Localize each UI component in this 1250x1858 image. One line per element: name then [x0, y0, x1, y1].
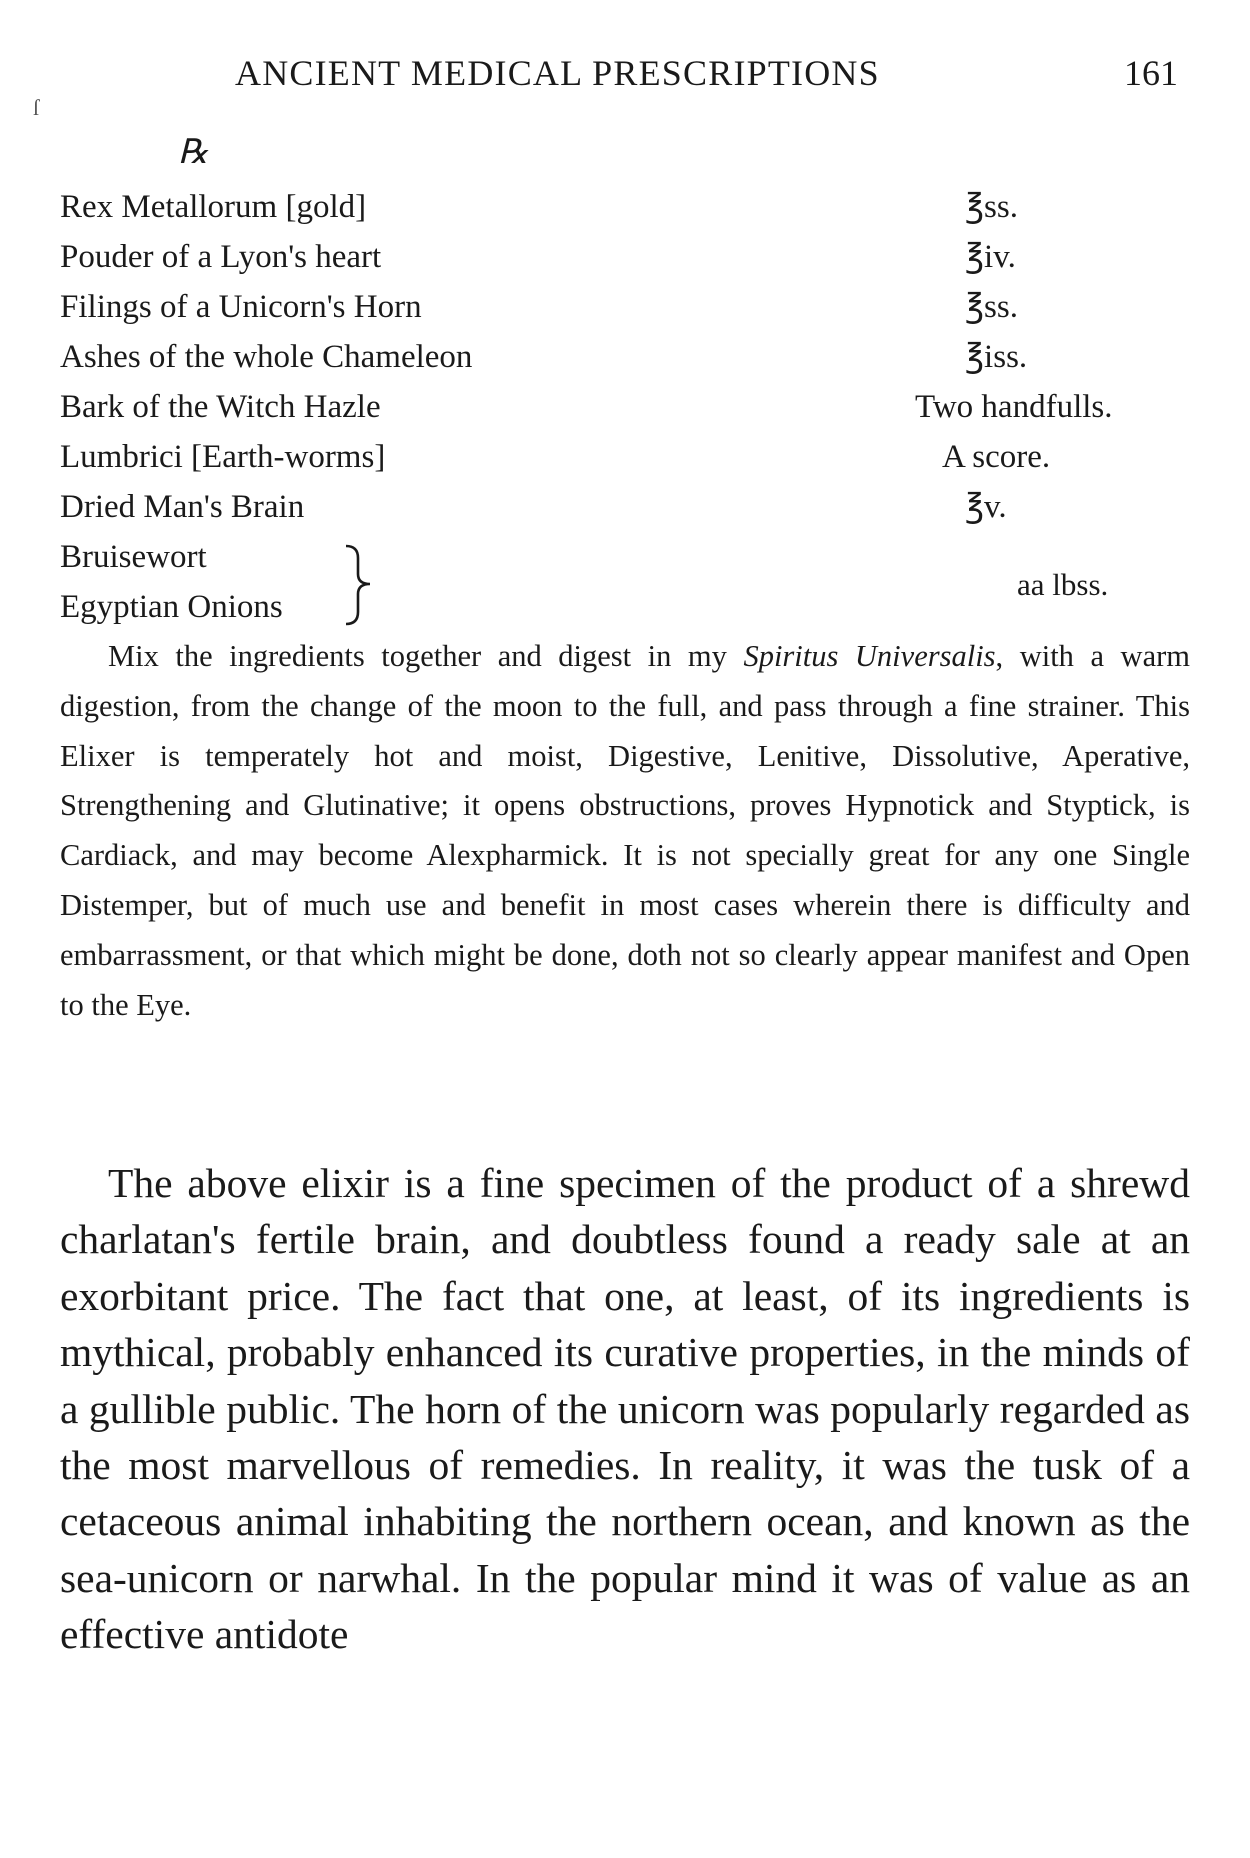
grouped-quantity: aa lbss.: [1017, 567, 1109, 602]
directions-rest: , with a warm digestion, from the change of the moon to the full, and pass through a fine strainer. This Elixer is temperately hot and moist, Digestive, Lenitive, Dissolutive, Aperative, Strengthening and Glutinative; it opens obstructions, proves Hypnotick and Styptick, is Cardiack, and may become Alexpharmick. It is not specially great for any one Single Distemper, but of much use and benefit in most cases wherein there is difficulty and embarrassment, or that which might be done, doth not so clearly appear manifest and Open to the Eye.: [60, 639, 1190, 1022]
ingredient-row: [60, 332, 1190, 382]
grouped-ingredients: [60, 532, 1190, 632]
ingredient-row: [60, 382, 1190, 432]
running-title: ANCIENT MEDICAL PRESCRIPTIONS: [235, 53, 880, 93]
ingredient-row: [60, 232, 1190, 282]
ingredient-row: [60, 482, 1190, 532]
commentary-paragraph: The above elixir is a fine specimen of the product of a shrewd charlatan's fertile brain, and doubtless found a ready sale at an exorbitant price. The fact that one, at least, of its ingredients is mythical, probably enhanced its curative properties, in the minds of a gullible public. The horn of the unicorn was popularly regarded as the most marvellous of remedies. In reality, it was the tusk of a cetaceous animal inhabiting the northern ocean, and known as the sea-unicorn or narwhal. In the popular mind it was of value as an effective antidote: [60, 1160, 1190, 1658]
ingredient-quantity: A score.: [942, 439, 1051, 475]
curly-brace-icon: [338, 542, 378, 626]
ingredient-row: [60, 282, 1190, 332]
ingredient-row: [60, 182, 1190, 232]
ingredient-quantity: ℥iv.: [965, 239, 1016, 275]
directions-lead: Mix the ingredients together and digest in my: [108, 639, 744, 673]
directions-italic-term: Spiritus Universalis: [743, 639, 996, 673]
ingredient-name: Filings of a Unicorn's Horn: [60, 289, 422, 325]
ingredient-quantity: ℥ss.: [965, 189, 1018, 225]
ingredient-name: Egyptian Onions: [60, 589, 283, 625]
ingredient-name: Bark of the Witch Hazle: [60, 389, 381, 425]
ingredient-quantity: ℥ss.: [965, 289, 1018, 325]
prescription-list: [60, 182, 1190, 632]
running-header: [60, 52, 1190, 102]
ingredient-name: Dried Man's Brain: [60, 489, 305, 525]
ingredient-quantity: Two handfulls.: [915, 389, 1113, 425]
margin-mark: ſ: [33, 95, 40, 120]
ingredient-name: Lumbrici [Earth-worms]: [60, 439, 386, 475]
ingredient-quantity: ℥iss.: [965, 339, 1028, 375]
ingredient-quantity: ℥v.: [965, 489, 1007, 525]
ingredient-name: Rex Metallorum [gold]: [60, 189, 367, 225]
recipe-symbol: ℞: [178, 134, 209, 171]
page-number: 161: [1124, 53, 1178, 93]
ingredient-name: Ashes of the whole Chameleon: [60, 339, 473, 375]
preparation-directions: [60, 632, 1190, 1030]
ingredient-row: [60, 432, 1190, 482]
ingredient-name: Bruisewort: [60, 539, 207, 575]
ingredient-name: Pouder of a Lyon's heart: [60, 239, 382, 275]
